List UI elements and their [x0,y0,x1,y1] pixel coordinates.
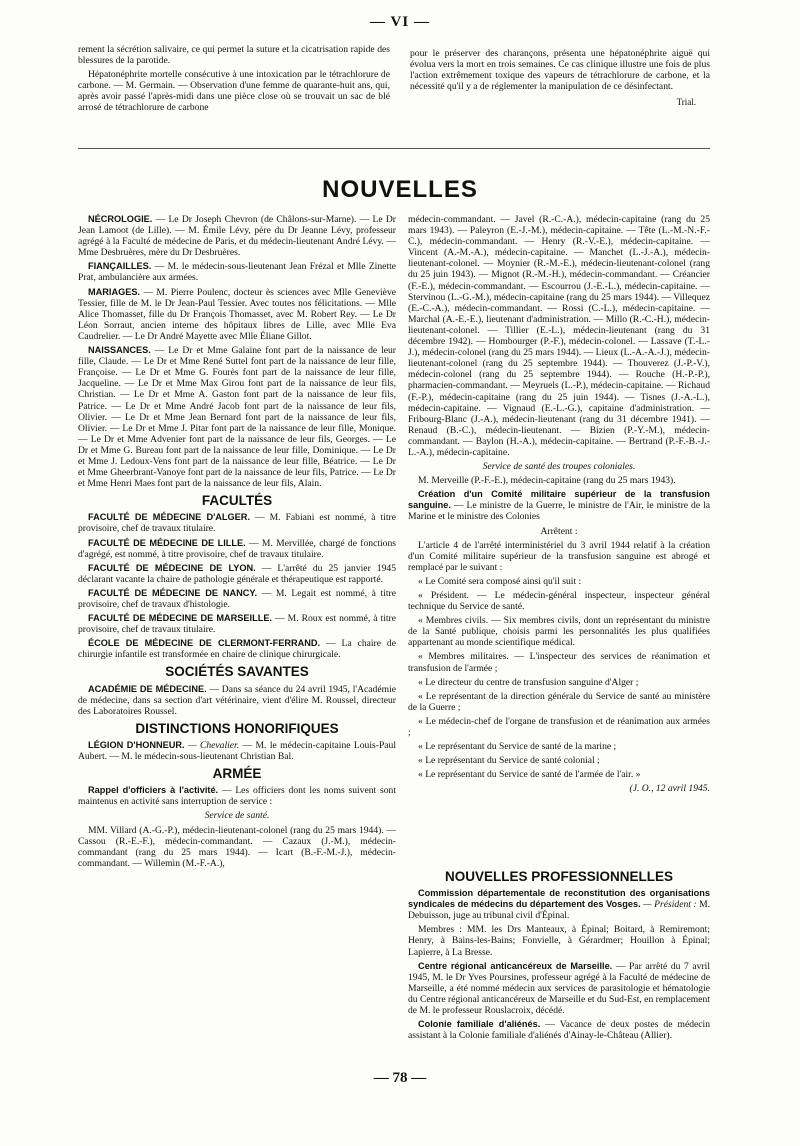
top-left-column [78,44,390,117]
legion-paragraph [78,740,396,762]
faculte-text: — L'arrêté du 25 janvier 1945 déclarant vacante la chaire de pathologie générale et thérapeutique est rapporté. [78,562,396,585]
naissances-paragraph [78,345,396,489]
commission-text: M. Debuisson, juge au tribunal civil d'Épinal. [408,899,711,922]
faculte-text: — M. Mervillée, chargé de fonctions d'agrégé, est nommé, à titre provisoire, chef de travaux titulaire. [78,537,396,560]
centre-paragraph [408,961,710,1016]
rappel-paragraph [78,785,396,807]
colonie-label: Colonie familiale d'aliénés. [418,1019,541,1030]
necrologie-label: NÉCROLOGIE. [88,214,153,224]
article-paragraph: L'article 4 de l'arrêté interministériel du 3 avril 1944 relatif à la création d'un Comité militaire supérieur de la transfusion sanguine est abrogé et remplacé par le suivant : [408,539,710,573]
faculte-item [78,512,396,534]
nouvelles-pro-column [408,865,710,1044]
faculte-label: FACULTÉ DE MÉDECINE DE LYON. [88,562,256,573]
comite-line: « Le directeur du centre de transfusion sanguine d'Alger ; [418,676,639,688]
troupes-coloniales-subheading: Service de santé des troupes coloniales. [482,461,636,473]
jo-reference: (J. O., 12 avril 1945. [629,783,710,795]
academie-paragraph [78,684,396,717]
creation-label: Création d'un Comité militaire supérieur de la transfusion sanguine. [408,489,710,511]
intro-paragraph: rement la sécrétion salivaire, ce qui permet la suture et la cicatrisation rapide des blessures de la parotide. [78,44,390,67]
fiancailles-label: FIANÇAILLES. [88,261,152,272]
faculte-label: ÉCOLE DE MÉDECINE DE CLERMONT-FERRAND. [88,638,321,649]
comite-line: « Le représentant de la direction générale du Service de santé au ministère de la Guerre ; [408,690,710,713]
academie-text: — Dans sa séance du 24 avril 1945, l'Académie de médecine, dans sa section d'art vétérinaire, vient d'élire M. Roussel, directeur des Laboratoires Roussel. [78,683,397,717]
section-title-nouvelles: NOUVELLES [322,176,478,203]
faculte-text: — La chaire de chirurgie infantile est transformée en chaire de clinique chirurgicale. [78,638,396,661]
distinctions-heading: DISTINCTIONS HONORIFIQUES [135,720,339,736]
comite-line: « Le représentant du Service de santé de l'armée de l'air. » [418,769,641,781]
comite-line: « Membres militaires. — L'inspecteur des services de réanimation et transfusion de l'armée ; [408,651,710,674]
commission-label: Commission départementale de reconstitution des organisations syndicales de médecins du département des Vosges. [408,888,710,910]
centre-label: Centre régional anticancéreux de Marseille. [418,960,613,971]
faculte-item [78,538,396,560]
page-number: — 78 — [373,1070,427,1086]
top-right-column [410,48,710,108]
faculte-text: — M. Legait est nommé, à titre provisoire, chef de travaux d'histologie. [78,587,396,610]
rappel-label: Rappel d'officiers à l'activité. [88,785,219,796]
membres-paragraph: Membres : MM. les Drs Manteaux, à Épinal; Boitard, à Remiremont; Henry, à Bains-les-Bains; Fonvielle, à Gérardmer; Houillon à Épinal; Lapierre, à La Bresse. [408,924,710,958]
rappel-text: — Les officiers dont les noms suivent sont maintenus en activité sans interruption de service : [78,785,396,808]
necrologie-paragraph [78,214,396,258]
armee-heading: ARMÉE [212,766,262,782]
mariages-paragraph [78,287,396,342]
army-list-left: MM. Villard (A.-G.-P.), médecin-lieutenant-colonel (rang du 25 mars 1944). — Cassou (R.-E.-F.), médecin-commandant. — Cazaux (J.-M.), médecin-commandant (rang du 25 mars 1944). — Icart (B.-F.-M.-J.), médecin-commandant. — Willemin (M.-F.-A.), [78,824,396,869]
mariages-text: — M. Pierre Poulenc, docteur ès sciences avec Mlle Geneviève Tessier, fille de M. le Dr Jean-Paul Tessier. Avec toutes nos félicitations. — Mlle Alice Thomasset, fille du Dr François Thomasset, avec M. Robert Rey. — Le Dr Léon Sorraut, ancien interne des hôpitaux libres de Lille, avec Mlle Eva Caudrelier. — Le Dr André Mayette avec Mlle Éliane Gillot. [78,286,396,342]
colonie-paragraph [408,1019,710,1041]
commission-paragraph [408,888,710,921]
legion-chevalier: — Chevalier. [184,739,240,751]
legion-label: LÉGION D'HONNEUR. [88,739,185,750]
comite-line: « Le représentant du Service de santé de la marine ; [418,741,617,753]
fiancailles-paragraph [78,261,396,283]
societes-heading: SOCIÉTÉS SAVANTES [165,664,309,680]
naissances-text: — Le Dr et Mme Galaine font part de la naissance de leur fille, Claude. — Le Dr et Mme René Suttel font part de la naissance de leur fille, Françoise. — Le Dr et Mme G. Fourès font part de la naissance de leur fille, Jacqueline. — Le Dr et Mme Max Girou font part de la naissance de leur fils, Christian. — Le Dr et Mme A. Gaston font part de la naissance de leur fils, Patrice. — Le Dr et Mme André Jacob font part de la naissance de leur fils, Olivier. — Le Dr et Mme Jean Bernard font part de la naissance de leur fils, Olivier. — Le Dr et Mme J. Pitar font part de la naissance de leur fille, Monique. — Le Dr et Mme Advenier font part de la naissance de leur fils, Georges. — Le Dr et Mme G. Bureau font part de la naissance de leur fille, Dominique. — Le Dr et Mme J. Ledoux-Vens font part de la naissance de leur fille, Béatrice. — Le Dr et Mme Gheerbrant-Vanoye font part de la naissance de leur fils, Patrice. — Le Dr et Mme Henri Maes font part de la naissance de leur fils, Alain. [78,345,396,490]
comite-line: « Le représentant du Service de santé colonial ; [418,755,600,767]
faculte-item [78,613,396,635]
army-list-right: médecin-commandant. — Javel (R.-C.-A.), médecin-capitaine (rang du 25 mars 1943). — Paleyron (E.-J.-M.), médecin-capitaine. — Tête (L.-M.-N.-F.-C.), médecin-commandant. — Henry (R.-V.-E.), médecin-capitaine. — Vincent (A.-M.-A.), médecin-capitaine. — Manchet (L.-J.-A.), médecin-lieutenant-colonel. — Moynier (R.-M.-E.), médecin-lieutenant-colonel (rang du 25 juin 1943). — Mignot (R.-M.-H.), médecin-commandant. — Créancier (F.-E.), médecin-commandant. — Escourrou (J.-E.-L.), médecin-capitaine. — Stervinou (L.-G.-M.), médecin-capitaine (rang du 25 mars 1944). — Villequez (E.-C.-A.), médecin-commandant. — Rossi (C.-L.), médecin-capitaine. — Marchal (A.-E.-E.), lieutenant d'administration. — Millo (R.-C.-H.), médecin-lieutenant-colonel. — Tillier (E.-L.), médecin-lieutenant (rang du 31 décembre 1942). — Hombourger (P.-F.), médecin-colonel. — Lassave (T.-L.-J.), médecin-colonel (rang du 25 mars 1944). — Lieux (L.-A.-A.-J.), médecin-lieutenant-colonel (rang du 25 septembre 1944). — Thouverez (J.-P.-V.), médecin-colonel (rang du 25 septembre 1944). — Rouche (H.-P.-P.), pharmacien-commandant. — Meyruels (L.-P.), médecin-capitaine. — Richaud (F.-P.), médecin-capitaine (rang du 25 juin 1944). — Tisnes (J.-A.-L.), médecin-capitaine. — Vignaud (E.-L.-G.), capitaine d'administration. — Fribourg-Blanc (J.-A.), médecin-lieutenant (rang du 31 décembre 1941). — Renaud (B.-C.), médecin-lieutenant. — Bizien (P.-Y.-M.), médecin-commandant. — Baylon (H.-A.), médecin-capitaine. — Bertrand (P.-F.-B.-J.-L.-A.), médecin-capitaine. [408,214,710,458]
hepato-paragraph: Hépatonéphrite mortelle consécutive à une intoxication par le tétrachlorure de carbone. — M. Germain. — Observation d'une femme de quarante-huit ans, qui, après avoir passé l'après-midi dans une pièce close où se trouvait un sac de blé arrosé de tétrachlorure de carbone [78,69,390,114]
faculte-text: — M. Roux est nommé, à titre provisoire, chef de travaux titulaire. [78,613,396,636]
creation-paragraph [408,489,710,522]
mariages-label: MARIAGES. [88,286,141,297]
nouvelles-pro-heading: NOUVELLES PROFESSIONNELLES [444,869,674,884]
comite-line: « Le Comité sera composé ainsi qu'il suit : [418,575,582,587]
academie-label: ACADÉMIE DE MÉDECINE. [88,683,207,694]
naissances-label: NAISSANCES. [88,345,151,356]
faculte-label: FACULTÉ DE MÉDECINE DE MARSEILLE. [88,613,273,624]
centre-text: — Par arrêté du 7 avril 1945, M. le Dr Yves Poursines, professeur agrégé à la Faculté de médecine de Marseille, a été nommé médecin aux services de parasitologie et hématologie du Centre régional anticancéreux de Marseille et du Sud-Est, en remplacement de M. le professeur Rouslacroix, décédé. [408,960,710,1017]
creation-text: — Le ministre de la Guerre, le ministre de l'Air, le ministre de la Marine et le ministre des Colonies [408,500,710,523]
faculte-text: — M. Fabiani est nommé, à titre provisoire, chef de travaux titulaire. [78,512,396,535]
merveille-paragraph: M. Merveille (P.-F.-E.), médecin-capitaine (rang du 25 mars 1943). [418,475,676,487]
faculte-item [78,563,396,585]
page-roman-numeral: — VI — [370,14,430,30]
faculte-item [78,638,396,660]
legion-text: — M. le médecin-capitaine Louis-Paul Aubert. — M. le médecin-sous-lieutenant Christian Bal. [78,739,397,763]
fiancailles-text: — M. le médecin-sous-lieutenant Jean Frézal et Mlle Zinette Prat, ambulancière aux armées. [78,261,396,284]
section-divider [78,148,710,149]
comite-line: « Président. — Le médecin-général inspecteur, inspecteur général technique du Service de santé. [408,590,710,613]
comite-line: « Membres civils. — Six membres civils, dont un représentant du ministre de la Santé publique, choisis parmi les personnalités les plus qualifiées appartenant au monde scientifique médical. [408,615,710,649]
facultes-heading: FACULTÉS [201,493,273,509]
faculte-item [78,588,396,610]
comite-line: « Le médecin-chef de l'organe de transfusion et de réanimation aux armées ; [408,715,710,739]
service-sante-subheading: Service de santé. [204,810,270,822]
necrologie-text: — Le Dr Joseph Chevron (de Châlons-sur-Marne). — Le Dr Jean Lamoot (de Lille). — M. Émile Lévy, père du Dr Jeanne Lévy, professeur agrégé à la Faculté de médecine de Paris, et du médecin-lieutenant André Lévy. — Mme Desbruères, mère du Dr Desbruères. [78,214,396,259]
author-signature: Trial. [676,97,696,108]
faculte-label: FACULTÉ DE MÉDECINE D'ALGER. [88,512,250,523]
commission-president: — Président : [640,899,697,911]
arretent-line: Arrêtent : [540,525,578,537]
left-column [78,214,396,872]
colonie-text: — Vacance de deux postes de médecin assistant à la Colonie familiale d'aliénés d'Ainay-le-Château (Allier). [408,1019,710,1042]
right-column [408,214,710,798]
faculte-label: FACULTÉ DE MÉDECINE DE LILLE. [88,537,246,548]
hepato-continued: pour le préserver des charançons, présenta une hépatonéphrite aiguë qui évolua vers la mort en trois semaines. Ce cas clinique illustre une fois de plus l'action extrêmement toxique des vapeurs de tétrachlorure de carbone, et la nécessité qu'il y a de réglementer la manipulation de ce désinfectant. [410,48,710,93]
faculte-label: FACULTÉ DE MÉDECINE DE NANCY. [88,587,258,598]
